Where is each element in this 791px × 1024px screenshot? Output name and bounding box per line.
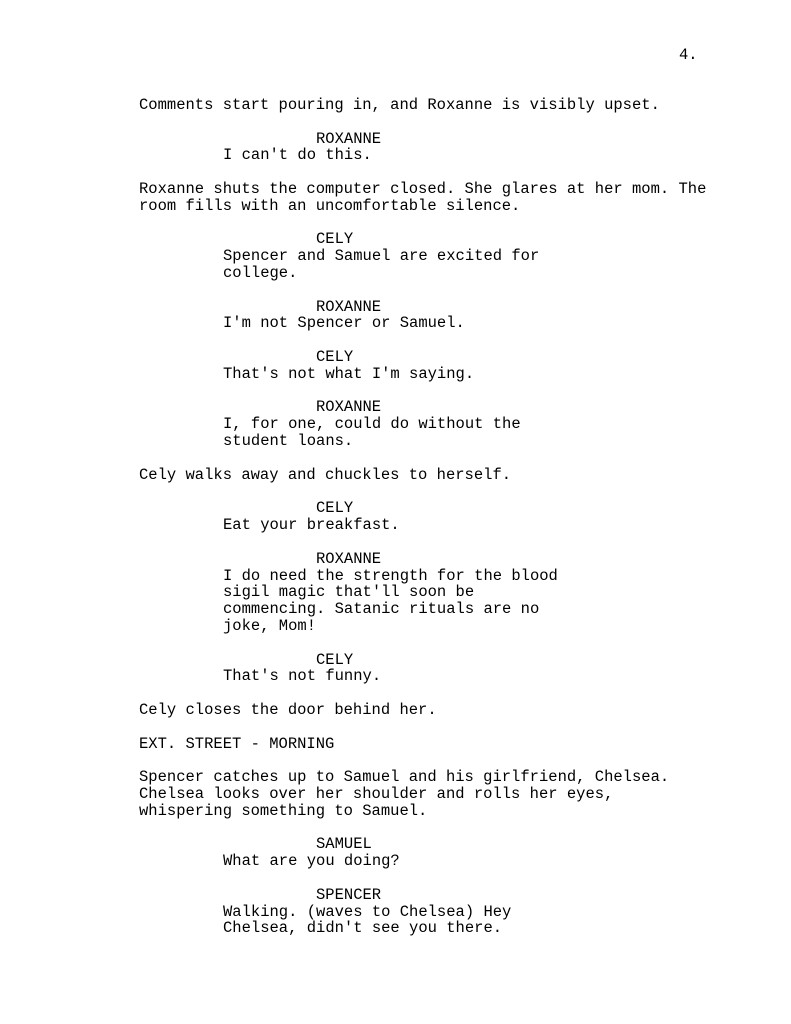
action-line: room fills with an uncomfortable silence. [139,197,521,215]
action-line: whispering something to Samuel. [139,802,428,820]
character-cue: ROXANNE [316,398,382,416]
character-cue: ROXANNE [316,298,382,316]
dialogue-line: Spencer and Samuel are excited for [223,247,540,265]
dialogue-line: sigil magic that'll soon be [223,583,475,601]
dialogue-line: college. [223,264,298,282]
dialogue-line: I, for one, could do without the [223,415,521,433]
action-line: Chelsea looks over her shoulder and rolls her eyes, [139,785,614,803]
character-cue: CELY [316,348,354,366]
page-number: 4. [679,46,698,64]
action-line: Cely walks away and chuckles to herself. [139,466,512,484]
dialogue-line: student loans. [223,432,354,450]
dialogue-line: That's not what I'm saying. [223,365,475,383]
character-cue: ROXANNE [316,550,382,568]
action-line: Cely closes the door behind her. [139,701,437,719]
dialogue-line: Chelsea, didn't see you there. [223,919,503,937]
dialogue-line: That's not funny. [223,667,382,685]
dialogue-line: I'm not Spencer or Samuel. [223,314,465,332]
dialogue-line: Eat your breakfast. [223,516,400,534]
character-cue: SAMUEL [316,835,372,853]
dialogue-line: What are you doing? [223,852,400,870]
action-line: Spencer catches up to Samuel and his girlfriend, Chelsea. [139,768,670,786]
dialogue-line: I can't do this. [223,146,372,164]
character-cue: SPENCER [316,886,382,904]
character-cue: CELY [316,651,354,669]
action-line: Comments start pouring in, and Roxanne is visibly upset. [139,96,660,114]
dialogue-line: joke, Mom! [223,617,317,635]
dialogue-line: I do need the strength for the blood [223,567,558,585]
character-cue: ROXANNE [316,130,382,148]
dialogue-line: Walking. (waves to Chelsea) Hey [223,903,512,921]
dialogue-line: commencing. Satanic rituals are no [223,600,540,618]
character-cue: CELY [316,230,354,248]
character-cue: CELY [316,499,354,517]
scene-heading: EXT. STREET - MORNING [139,735,335,753]
action-line: Roxanne shuts the computer closed. She glares at her mom. The [139,180,707,198]
